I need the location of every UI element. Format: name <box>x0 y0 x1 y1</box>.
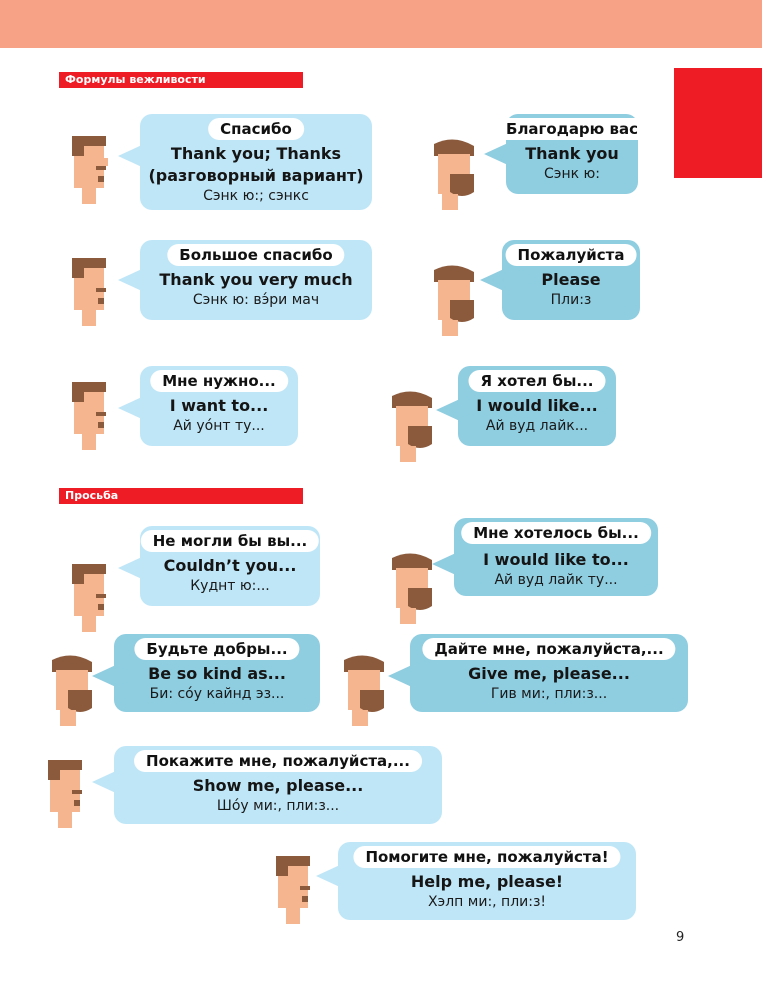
phrase-en: Please <box>541 270 601 289</box>
man-face-mustache-icon <box>44 754 84 828</box>
phrase-bubble <box>114 746 442 824</box>
phrase-transcription: Пли:з <box>550 292 592 308</box>
phrase-transcription: Куднт ю:... <box>190 578 270 594</box>
man-face-mustache-icon <box>68 558 108 632</box>
phrase-bubble <box>502 240 640 320</box>
phrase-bubble <box>140 366 298 446</box>
phrase-transcription: Сэнк ю: вэ́ри мач <box>192 292 320 308</box>
phrase-en: I would like to... <box>483 550 629 569</box>
phrase-ru: Мне хотелось бы... <box>461 522 651 544</box>
phrase-bubble <box>454 518 658 596</box>
phrase-ru: Не могли бы вы... <box>141 530 319 552</box>
man-face-beard-icon <box>390 550 434 624</box>
phrase-transcription: Ай уо́нт ту... <box>173 418 265 434</box>
phrase-ru: Спасибо <box>208 118 304 140</box>
phrase-ru: Пожалуйста <box>506 244 637 266</box>
phrase-en: Show me, please... <box>192 776 364 795</box>
phrase-bubble <box>140 526 320 606</box>
phrase-transcription: Гив ми:, пли:з... <box>490 686 608 702</box>
phrase-en-note: (разговорный вариант) <box>148 166 364 185</box>
phrase-ru: Помогите мне, пожалуйста! <box>353 846 620 868</box>
phrase-bubble <box>140 114 372 210</box>
phrase-en: Be so kind as... <box>148 664 286 683</box>
phrase-bubble <box>458 366 616 446</box>
man-face-mustache-icon <box>272 850 312 924</box>
phrase-transcription: Би: со́у кайнд эз... <box>149 686 285 702</box>
man-face-mustache-icon <box>68 130 108 204</box>
section-header-courtesy: Формулы вежливости <box>59 72 303 88</box>
phrase-bubble <box>140 240 372 320</box>
phrase-ru: Большое спасибо <box>167 244 344 266</box>
phrase-bubble <box>506 114 638 194</box>
page-number: 9 <box>676 930 685 945</box>
phrase-ru: Дайте мне, пожалуйста,... <box>422 638 675 660</box>
phrase-bubble <box>114 634 320 712</box>
man-face-mustache-icon <box>68 252 108 326</box>
man-face-beard-icon <box>390 388 434 462</box>
phrase-transcription: Ай вуд лайк ту... <box>494 572 618 588</box>
phrase-transcription: Сэнк ю: <box>543 166 601 182</box>
phrase-en: Thank you very much <box>159 270 353 289</box>
phrase-en: Help me, please! <box>410 872 564 891</box>
man-face-beard-icon <box>432 136 476 210</box>
phrase-en: Thank you <box>525 144 619 163</box>
phrase-transcription: Хэлп ми:, пли:з! <box>427 894 547 910</box>
phrase-en: Thank you; Thanks <box>170 144 342 163</box>
phrase-bubble <box>338 842 636 920</box>
man-face-beard-icon <box>432 262 476 336</box>
phrase-ru: Мне нужно... <box>150 370 288 392</box>
section-header-request: Просьба <box>59 488 303 504</box>
phrase-ru: Я хотел бы... <box>469 370 606 392</box>
phrase-en: Give me, please... <box>468 664 630 683</box>
phrase-transcription: Сэнк ю:; сэнкс <box>203 188 309 204</box>
phrase-ru: Покажите мне, пожалуйста,... <box>134 750 422 772</box>
man-face-mustache-icon <box>68 376 108 450</box>
phrase-bubble <box>410 634 688 712</box>
man-face-beard-icon <box>342 652 386 726</box>
phrase-en: I want to... <box>169 396 269 415</box>
phrase-en: I would like... <box>476 396 598 415</box>
man-face-beard-icon <box>50 652 94 726</box>
phrase-ru: Благодарю вас <box>494 118 650 140</box>
phrase-en: Couldn’t you... <box>163 556 297 575</box>
phrase-transcription: Ай вуд лайк... <box>485 418 589 434</box>
phrase-ru: Будьте добры... <box>134 638 299 660</box>
red-tab-marker <box>674 68 762 178</box>
phrase-transcription: Шо́у ми:, пли:з... <box>216 798 340 814</box>
top-band <box>0 0 762 48</box>
